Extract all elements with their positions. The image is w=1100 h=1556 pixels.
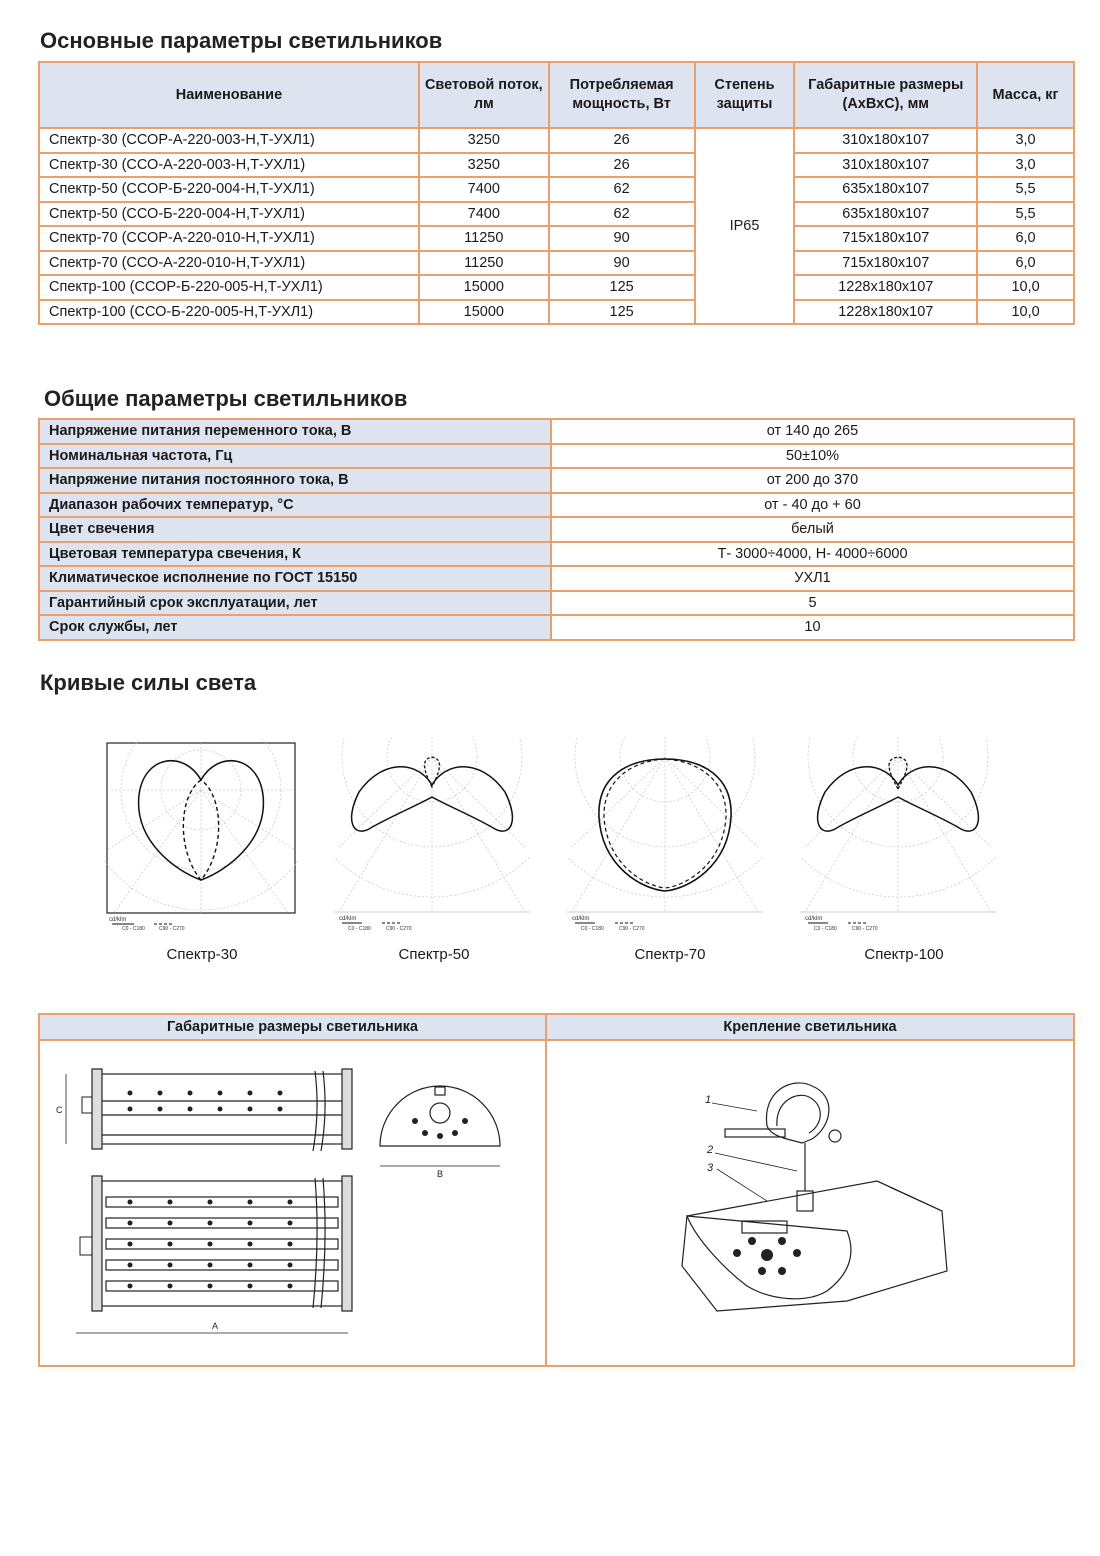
table-row [39,566,1074,591]
cell-name: Спектр-100 (ССО-Б-220-005-Н,Т-УХЛ1) [39,300,419,325]
mount-header: Крепление светильника [546,1014,1074,1040]
cell-flux: 7400 [419,202,549,227]
curve-label-spektr-30: Спектр-30 [166,946,238,963]
table-row [39,300,1074,325]
table-row [39,177,1074,202]
cell-mass: 5,5 [977,177,1074,202]
general-params-title: Общие параметры светильников [44,386,408,411]
table-row [39,153,1074,178]
cell-dims: 1228x180x107 [794,300,977,325]
table-header-row [39,1014,1074,1040]
cell-power: 125 [549,275,695,300]
param-label: Цветовая температура свечения, К [39,542,551,567]
cell-dims: 715x180x107 [794,226,977,251]
param-value: УХЛ1 [551,566,1074,591]
table-row [39,251,1074,276]
cell-dims: 1228x180x107 [794,275,977,300]
param-value: Т- 3000÷4000, Н- 4000÷6000 [551,542,1074,567]
table-row [39,444,1074,469]
cell-power: 26 [549,128,695,153]
param-label: Климатическое исполнение по ГОСТ 15150 [39,566,551,591]
header-dims: Габаритные размеры (АхВхС), мм [794,62,977,128]
cell-flux: 15000 [419,300,549,325]
legend-solid: C0 - C180 [348,926,371,932]
dims-header: Габаритные размеры светильника [39,1014,546,1040]
legend-solid: C0 - C180 [814,926,837,932]
cell-name: Спектр-30 (ССО-А-220-003-Н,Т-УХЛ1) [39,153,419,178]
main-params-table [38,61,1075,325]
cell-name: Спектр-50 (ССО-Б-220-004-Н,Т-УХЛ1) [39,202,419,227]
table-row [39,493,1074,518]
polar-curve-spektr-30 [104,740,298,932]
cell-name: Спектр-70 (ССО-А-220-010-Н,Т-УХЛ1) [39,251,419,276]
cell-dims: 310x180x107 [794,153,977,178]
table-header-row [39,62,1074,128]
header-name: Наименование [39,62,419,128]
table-row [39,1040,1074,1366]
table-row [39,419,1074,444]
cell-mass: 5,5 [977,202,1074,227]
cell-name: Спектр-30 (ССОР-А-220-003-Н,Т-УХЛ1) [39,128,419,153]
header-protection: Степень защиты [695,62,795,128]
cell-power: 125 [549,300,695,325]
cell-mass: 10,0 [977,300,1074,325]
legend-dashed: C90 - C270 [852,926,878,932]
cell-dims: 635x180x107 [794,202,977,227]
cell-power: 90 [549,226,695,251]
cell-name: Спектр-70 (ССОР-А-220-010-Н,Т-УХЛ1) [39,226,419,251]
dimensions-drawing [40,1041,544,1361]
header-mass: Масса, кг [977,62,1074,128]
param-value: от - 40 до + 60 [551,493,1074,518]
legend-solid: C0 - C180 [581,926,604,932]
polar-unit-label: cd/klm [339,916,357,922]
dim-letter-c: C [56,1105,63,1115]
table-row [39,468,1074,493]
cell-power: 62 [549,177,695,202]
cell-power: 90 [549,251,695,276]
cell-dims: 635x180x107 [794,177,977,202]
cell-mass: 3,0 [977,128,1074,153]
legend-solid: C0 - C180 [122,926,145,932]
main-params-title: Основные параметры светильников [40,28,443,53]
cell-power: 26 [549,153,695,178]
cell-dims: 310x180x107 [794,128,977,153]
table-row [39,202,1074,227]
cell-flux: 3250 [419,128,549,153]
cell-mass: 10,0 [977,275,1074,300]
curve-label-spektr-100: Спектр-100 [864,946,944,963]
dim-letter-b: B [437,1169,444,1179]
callout-2: 2 [707,1144,714,1156]
cell-power: 62 [549,202,695,227]
param-label: Гарантийный срок эксплуатации, лет [39,591,551,616]
table-row [39,226,1074,251]
table-row [39,517,1074,542]
table-row [39,542,1074,567]
cell-mass: 6,0 [977,251,1074,276]
dims-drawing-cell [39,1040,546,1366]
legend-dashed: C90 - C270 [619,926,645,932]
polar-unit-label: cd/klm [805,916,823,922]
cell-flux: 11250 [419,226,549,251]
param-value: белый [551,517,1074,542]
cell-mass: 3,0 [977,153,1074,178]
curve-label-spektr-70: Спектр-70 [634,946,706,963]
general-params-table [38,418,1075,641]
header-flux: Световой поток, лм [419,62,549,128]
polar-unit-label: cd/klm [109,917,127,923]
mount-drawing-cell [546,1040,1074,1366]
table-row [39,591,1074,616]
cell-name: Спектр-100 (ССОР-Б-220-005-Н,Т-УХЛ1) [39,275,419,300]
cell-flux: 11250 [419,251,549,276]
param-value: от 140 до 265 [551,419,1074,444]
polar-curve-spektr-50 [334,737,530,933]
param-label: Напряжение питания постоянного тока, В [39,468,551,493]
param-value: 10 [551,615,1074,640]
param-label: Срок службы, лет [39,615,551,640]
param-value: 50±10% [551,444,1074,469]
legend-dashed: C90 - C270 [159,926,185,932]
table-row [39,615,1074,640]
param-label: Цвет свечения [39,517,551,542]
polar-curve-spektr-100 [800,737,996,933]
cell-flux: 15000 [419,275,549,300]
param-label: Диапазон рабочих температур, °С [39,493,551,518]
param-label: Номинальная частота, Гц [39,444,551,469]
param-value: от 200 до 370 [551,468,1074,493]
cell-mass: 6,0 [977,226,1074,251]
dim-letter-a: A [212,1321,219,1331]
cell-protection: IP65 [695,128,795,324]
table-row [39,128,1074,153]
cell-dims: 715x180x107 [794,251,977,276]
param-label: Напряжение питания переменного тока, В [39,419,551,444]
cell-name: Спектр-50 (ССОР-Б-220-004-Н,Т-УХЛ1) [39,177,419,202]
table-row [39,275,1074,300]
cell-flux: 7400 [419,177,549,202]
drawings-table [38,1013,1075,1367]
header-power: Потребляемая мощность, Вт [549,62,695,128]
mounting-drawing [547,1041,1072,1361]
callout-1: 1 [705,1094,712,1106]
curve-label-spektr-50: Спектр-50 [398,946,470,963]
param-value: 5 [551,591,1074,616]
cell-flux: 3250 [419,153,549,178]
callout-3: 3 [707,1162,714,1174]
polar-unit-label: cd/klm [572,916,590,922]
polar-curve-spektr-70 [567,737,763,933]
curves-title: Кривые силы света [40,670,257,695]
legend-dashed: C90 - C270 [386,926,412,932]
